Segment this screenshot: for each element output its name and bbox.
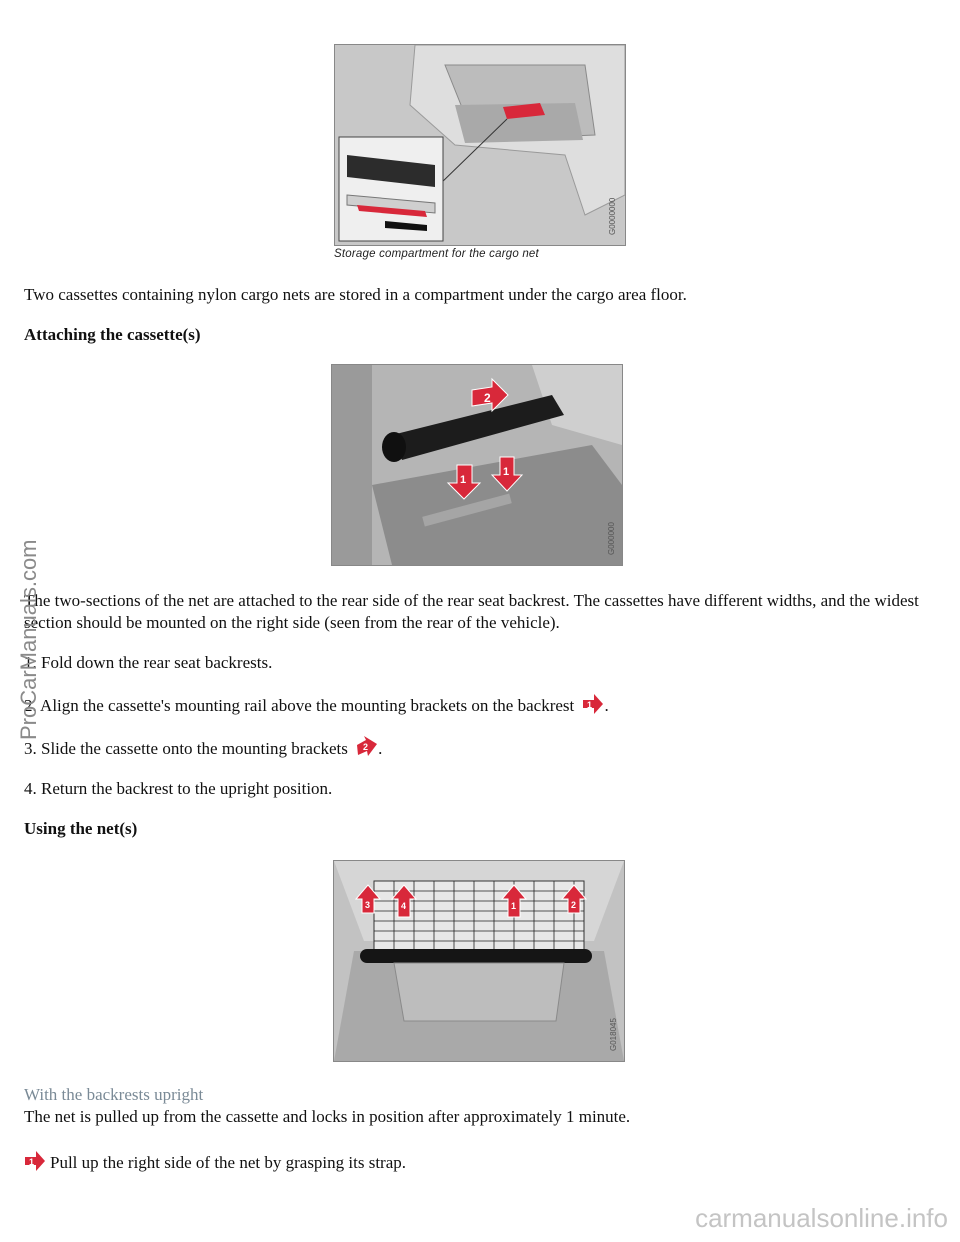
step-4: 4. Return the backrest to the upright position. (24, 779, 333, 798)
svg-text:4: 4 (401, 901, 407, 911)
step-3-text: 3. Slide the cassette onto the mounting brackets (24, 739, 348, 758)
step-1: 1. Fold down the rear seat backrests. (24, 653, 273, 672)
net-lock-paragraph: The net is pulled up from the cassette and locks in position after approximately 1 minute. (24, 1107, 631, 1126)
svg-text:2: 2 (484, 391, 491, 405)
pull-right-instruction (24, 1150, 406, 1178)
svg-text:1: 1 (503, 466, 510, 478)
cassette-figure (331, 364, 623, 566)
arrow-1-icon (582, 693, 604, 721)
step-3 (24, 736, 382, 764)
heading-attach: Attaching the cassette(s) (24, 325, 201, 344)
svg-text:1: 1 (587, 700, 593, 710)
subheading-upright: With the backrests upright (24, 1085, 204, 1104)
step-3-end: . (378, 739, 383, 758)
figure-code: G018045 (609, 1018, 618, 1051)
attach-description: The two-sections of the net are attached to the rear side of the rear seat backrest. The cassettes have different widths, and the widest section should be mounted on the right side (seen from the rear of the vehicle). (24, 591, 919, 632)
svg-text:2: 2 (363, 742, 369, 752)
pull-right-text: Pull up the right side of the net by grasping its strap. (50, 1153, 407, 1172)
arrow-1-icon (24, 1150, 46, 1178)
svg-text:1: 1 (29, 1157, 35, 1167)
svg-text:3: 3 (365, 900, 371, 910)
step-2-text: 2. Align the cassette's mounting rail above the mounting brackets on the backrest (24, 696, 575, 715)
svg-text:2: 2 (571, 900, 577, 910)
watermark-left: ProCarManuals.com (16, 539, 41, 740)
net-figure (333, 860, 625, 1062)
step-2-end: . (604, 696, 609, 715)
watermark-bottom: carmanualsonline.info (695, 1203, 948, 1233)
figure-code: G0000000 (608, 197, 617, 235)
step-2 (24, 693, 609, 721)
svg-text:1: 1 (460, 474, 467, 486)
intro-paragraph: Two cassettes containing nylon cargo nets are stored in a compartment under the cargo area floor. (24, 285, 687, 304)
arrow-2-icon (356, 736, 378, 764)
heading-using: Using the net(s) (24, 819, 138, 838)
svg-text:1: 1 (511, 901, 517, 911)
figure-caption: Storage compartment for the cargo net (334, 248, 539, 260)
storage-compartment-figure (334, 44, 626, 246)
figure-code: G000000 (607, 522, 616, 555)
